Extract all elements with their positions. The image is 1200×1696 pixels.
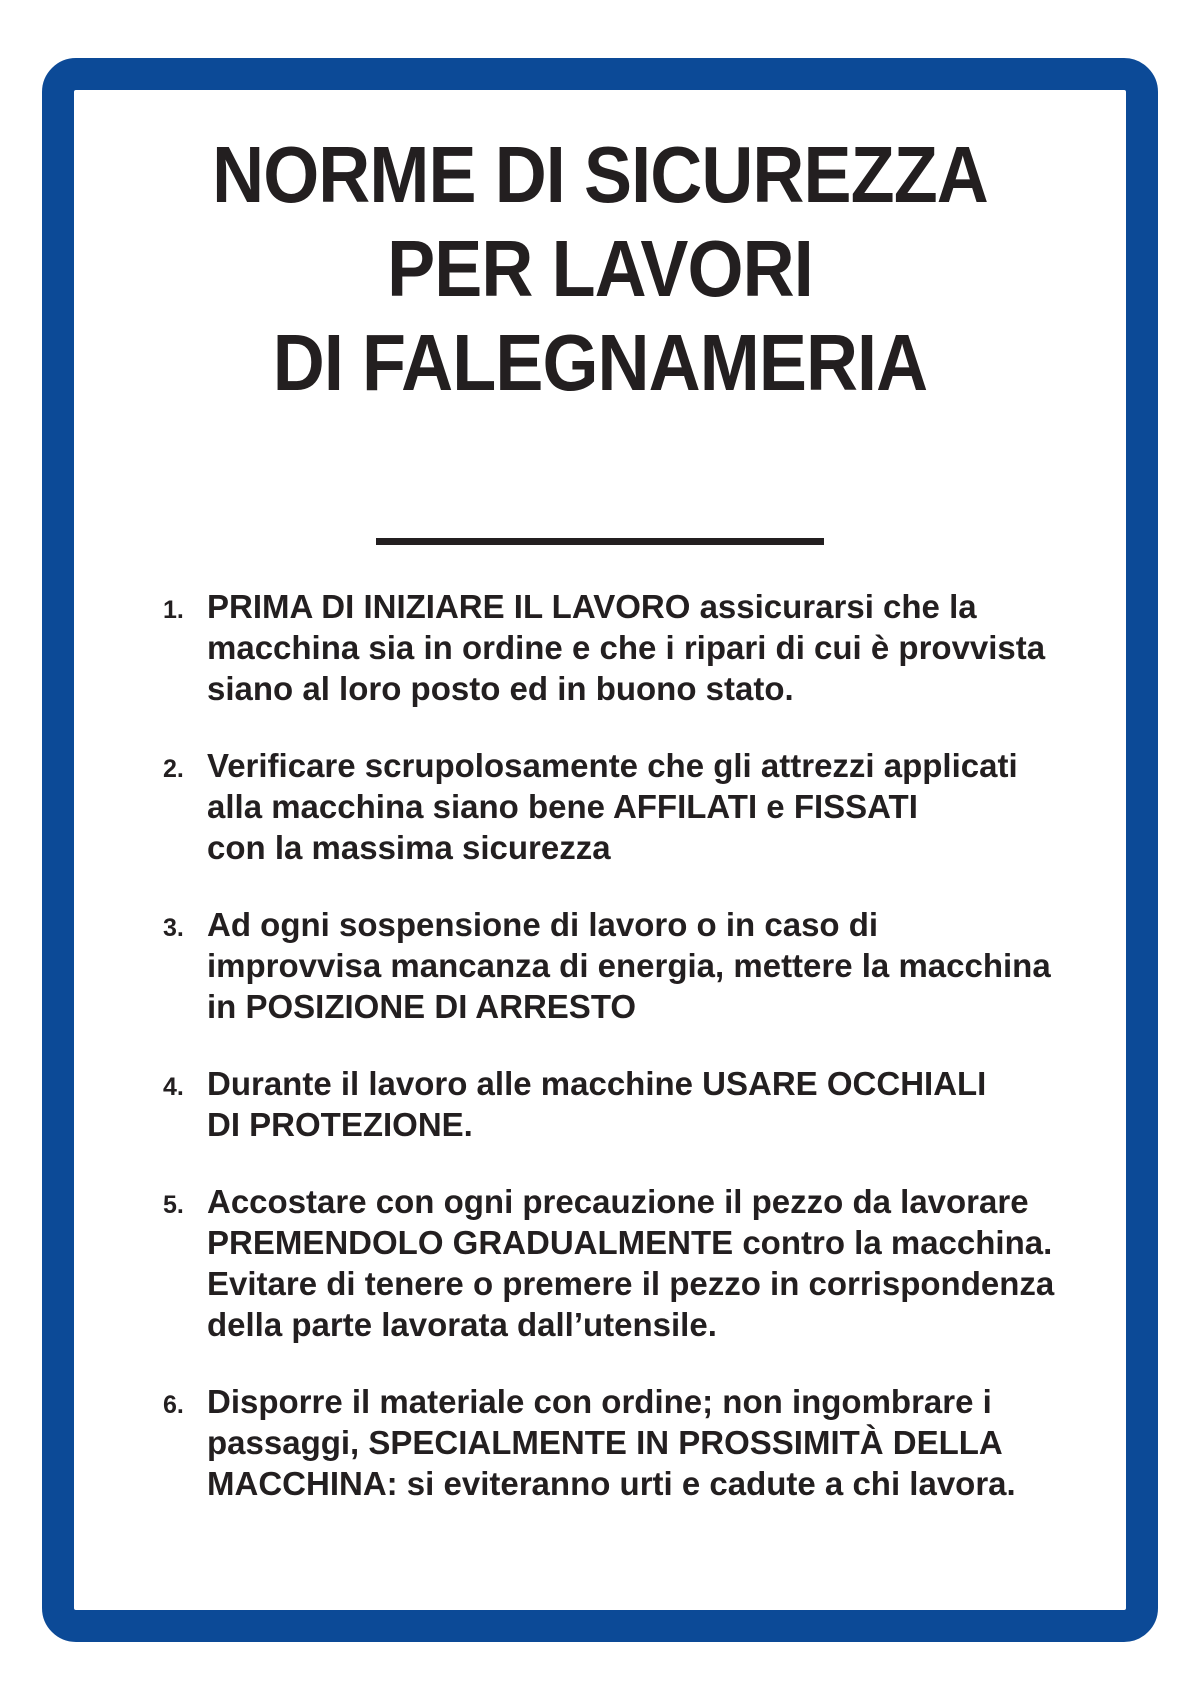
rule-text-line: alla macchina siano bene AFFILATI e FISSATI — [207, 788, 918, 825]
rule-text-line: in POSIZIONE DI ARRESTO — [207, 988, 637, 1025]
sign-title — [60, 128, 1140, 410]
rule-text-line: siano al loro posto ed in buono stato. — [207, 670, 794, 707]
rule-text-line: Accostare con ogni precauzione il pezzo da lavorare — [207, 1183, 1029, 1220]
rule-text-line: passaggi, SPECIALMENTE IN PROSSIMITÀ DELLA — [207, 1424, 1003, 1461]
title-line-3: DI FALEGNAMERIA — [272, 318, 928, 407]
rule-text-line: PRIMA DI INIZIARE IL LAVORO assicurarsi che la — [207, 588, 977, 625]
safety-rules-list — [155, 586, 1055, 1540]
rule-text-line: con la massima sicurezza — [207, 829, 611, 866]
rule-number: 3. — [163, 914, 184, 942]
rule-text-line: macchina sia in ordine e che i ripari di cui è provvista — [207, 629, 1046, 666]
rule-item-5 — [155, 1181, 1055, 1345]
rule-item-2 — [155, 745, 1055, 868]
rule-text-line: Durante il lavoro alle macchine USARE OCCHIALI — [207, 1065, 987, 1102]
rule-number: 4. — [163, 1073, 184, 1101]
rule-number: 2. — [163, 755, 184, 783]
rule-text-line: DI PROTEZIONE. — [207, 1106, 473, 1143]
rule-text-line: Evitare di tenere o premere il pezzo in corrispondenza — [207, 1265, 1055, 1302]
rule-text-line: MACCHINA: si eviteranno urti e cadute a chi lavora. — [207, 1465, 1016, 1502]
rule-text-line: PREMENDOLO GRADUALMENTE contro la macchina. — [207, 1224, 1053, 1261]
rule-item-6 — [155, 1381, 1055, 1504]
rule-number: 6. — [163, 1391, 184, 1419]
title-divider — [376, 538, 824, 545]
rule-number: 5. — [163, 1191, 184, 1219]
rule-item-4 — [155, 1063, 1055, 1145]
rule-text-line: Ad ogni sospensione di lavoro o in caso di — [207, 906, 879, 943]
title-line-2: PER LAVORI — [387, 224, 813, 313]
rule-number: 1. — [163, 596, 184, 624]
rule-text-line: Verificare scrupolosamente che gli attrezzi applicati — [207, 747, 1018, 784]
rule-item-1 — [155, 586, 1055, 709]
title-line-1: NORME DI SICUREZZA — [212, 130, 988, 219]
rule-text-line: della parte lavorata dall’utensile. — [207, 1306, 717, 1343]
rule-text-line: Disporre il materiale con ordine; non ingombrare i — [207, 1383, 992, 1420]
rule-text-line: improvvisa mancanza di energia, mettere la macchina — [207, 947, 1051, 984]
rule-item-3 — [155, 904, 1055, 1027]
